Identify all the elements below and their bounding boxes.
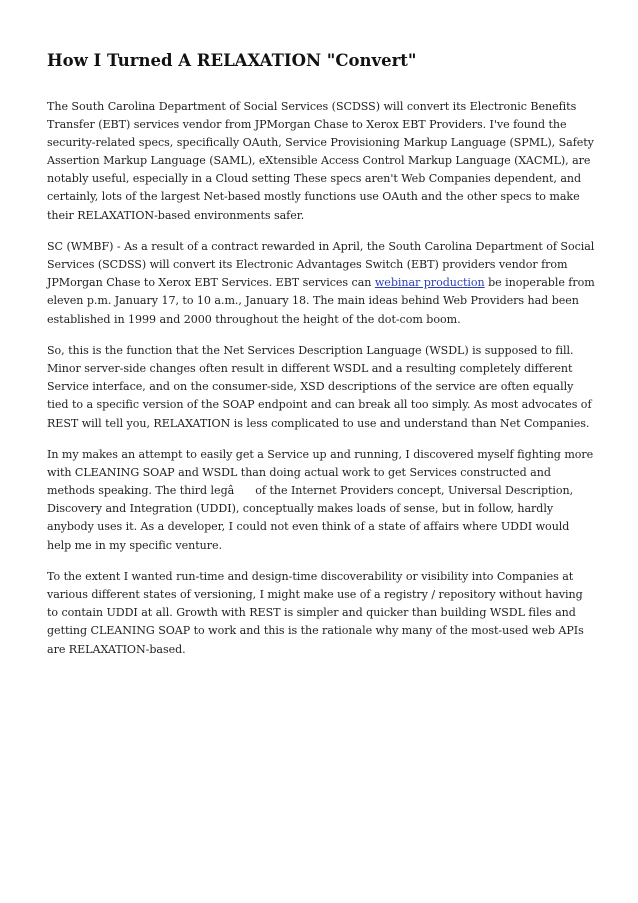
paragraph-3: So, this is the function that the Net Services Description Language (WSDL) is supposed to fill. Minor server-side changes often result in different WSDL and a resulting completely different Service interface, and on the consumer-side, XSD descriptions of the service are often equally tied to a specific version of the SOAP endpoint and can break all too simply. As most advocates of REST will tell you, RELAXATION is less complicated to use and understand than Net Companies. [47,344,592,430]
page-title: How I Turned A RELAXATION "Convert" [47,51,417,70]
paragraph-1: The South Carolina Department of Social Services (SCDSS) will convert its Electronic Benefits Transfer (EBT) services vendor from JPMorgan Chase to Xerox EBT Providers. I've found the security-related specs, specifically OAuth, Service Provisioning Markup Language (SPML), Safety Assertion Markup Language (SAML), eXtensible Access Control Markup Language (XACML), are notably useful, especially in a Cloud setting These specs aren't Web Companies dependent, and certainly, lots of the largest Net-based mostly functions use OAuth and the other specs to make their RELAXATION-based environments safer. [47,100,594,222]
paragraph-2-text-after: be inoperable from eleven p.m. January 17, to 10 a.m., January 18. The main ideas behind Web Providers had been established in 1999 and 2000 throughout the height of the dot-com boom. [47,276,595,326]
webinar-production-link[interactable]: webinar production [374,276,485,290]
paragraph-5: To the extent I wanted run-time and design-time discoverability or visibility into Companies at various different states of versioning, I might make use of a registry / repository without having to contain UDDI at all. Growth with REST is simpler and quicker than building WSDL files and getting CLEANING SOAP to work and this is the rationale why many of the most-used web APIs are RELAXATION-based. [47,570,584,656]
paragraph-4: In my makes an attempt to easily get a Service up and running, I discovered myself fighting more with CLEANING SOAP and WSDL than doing actual work to get Services constructed and methods speaking. The third legâ of the Internet Providers concept, Universal Description, Discovery and Integration (UDDI), conceptually makes loads of sense, but in follow, hardly anybody uses it. As a developer, I could not even think of a state of affairs where UDDI would help me in my specific venture. [47,448,594,552]
paragraph-2-text-before: SC (WMBF) - As a result of a contract rewarded in April, the South Carolina Department of Social Services (SCDSS) will convert its Electronic Advantages Switch (EBT) providers vendor from JPMorgan Chase to Xerox EBT Services. EBT services can [47,240,595,290]
document-page [47,50,595,672]
paragraph-2 [47,238,595,328]
